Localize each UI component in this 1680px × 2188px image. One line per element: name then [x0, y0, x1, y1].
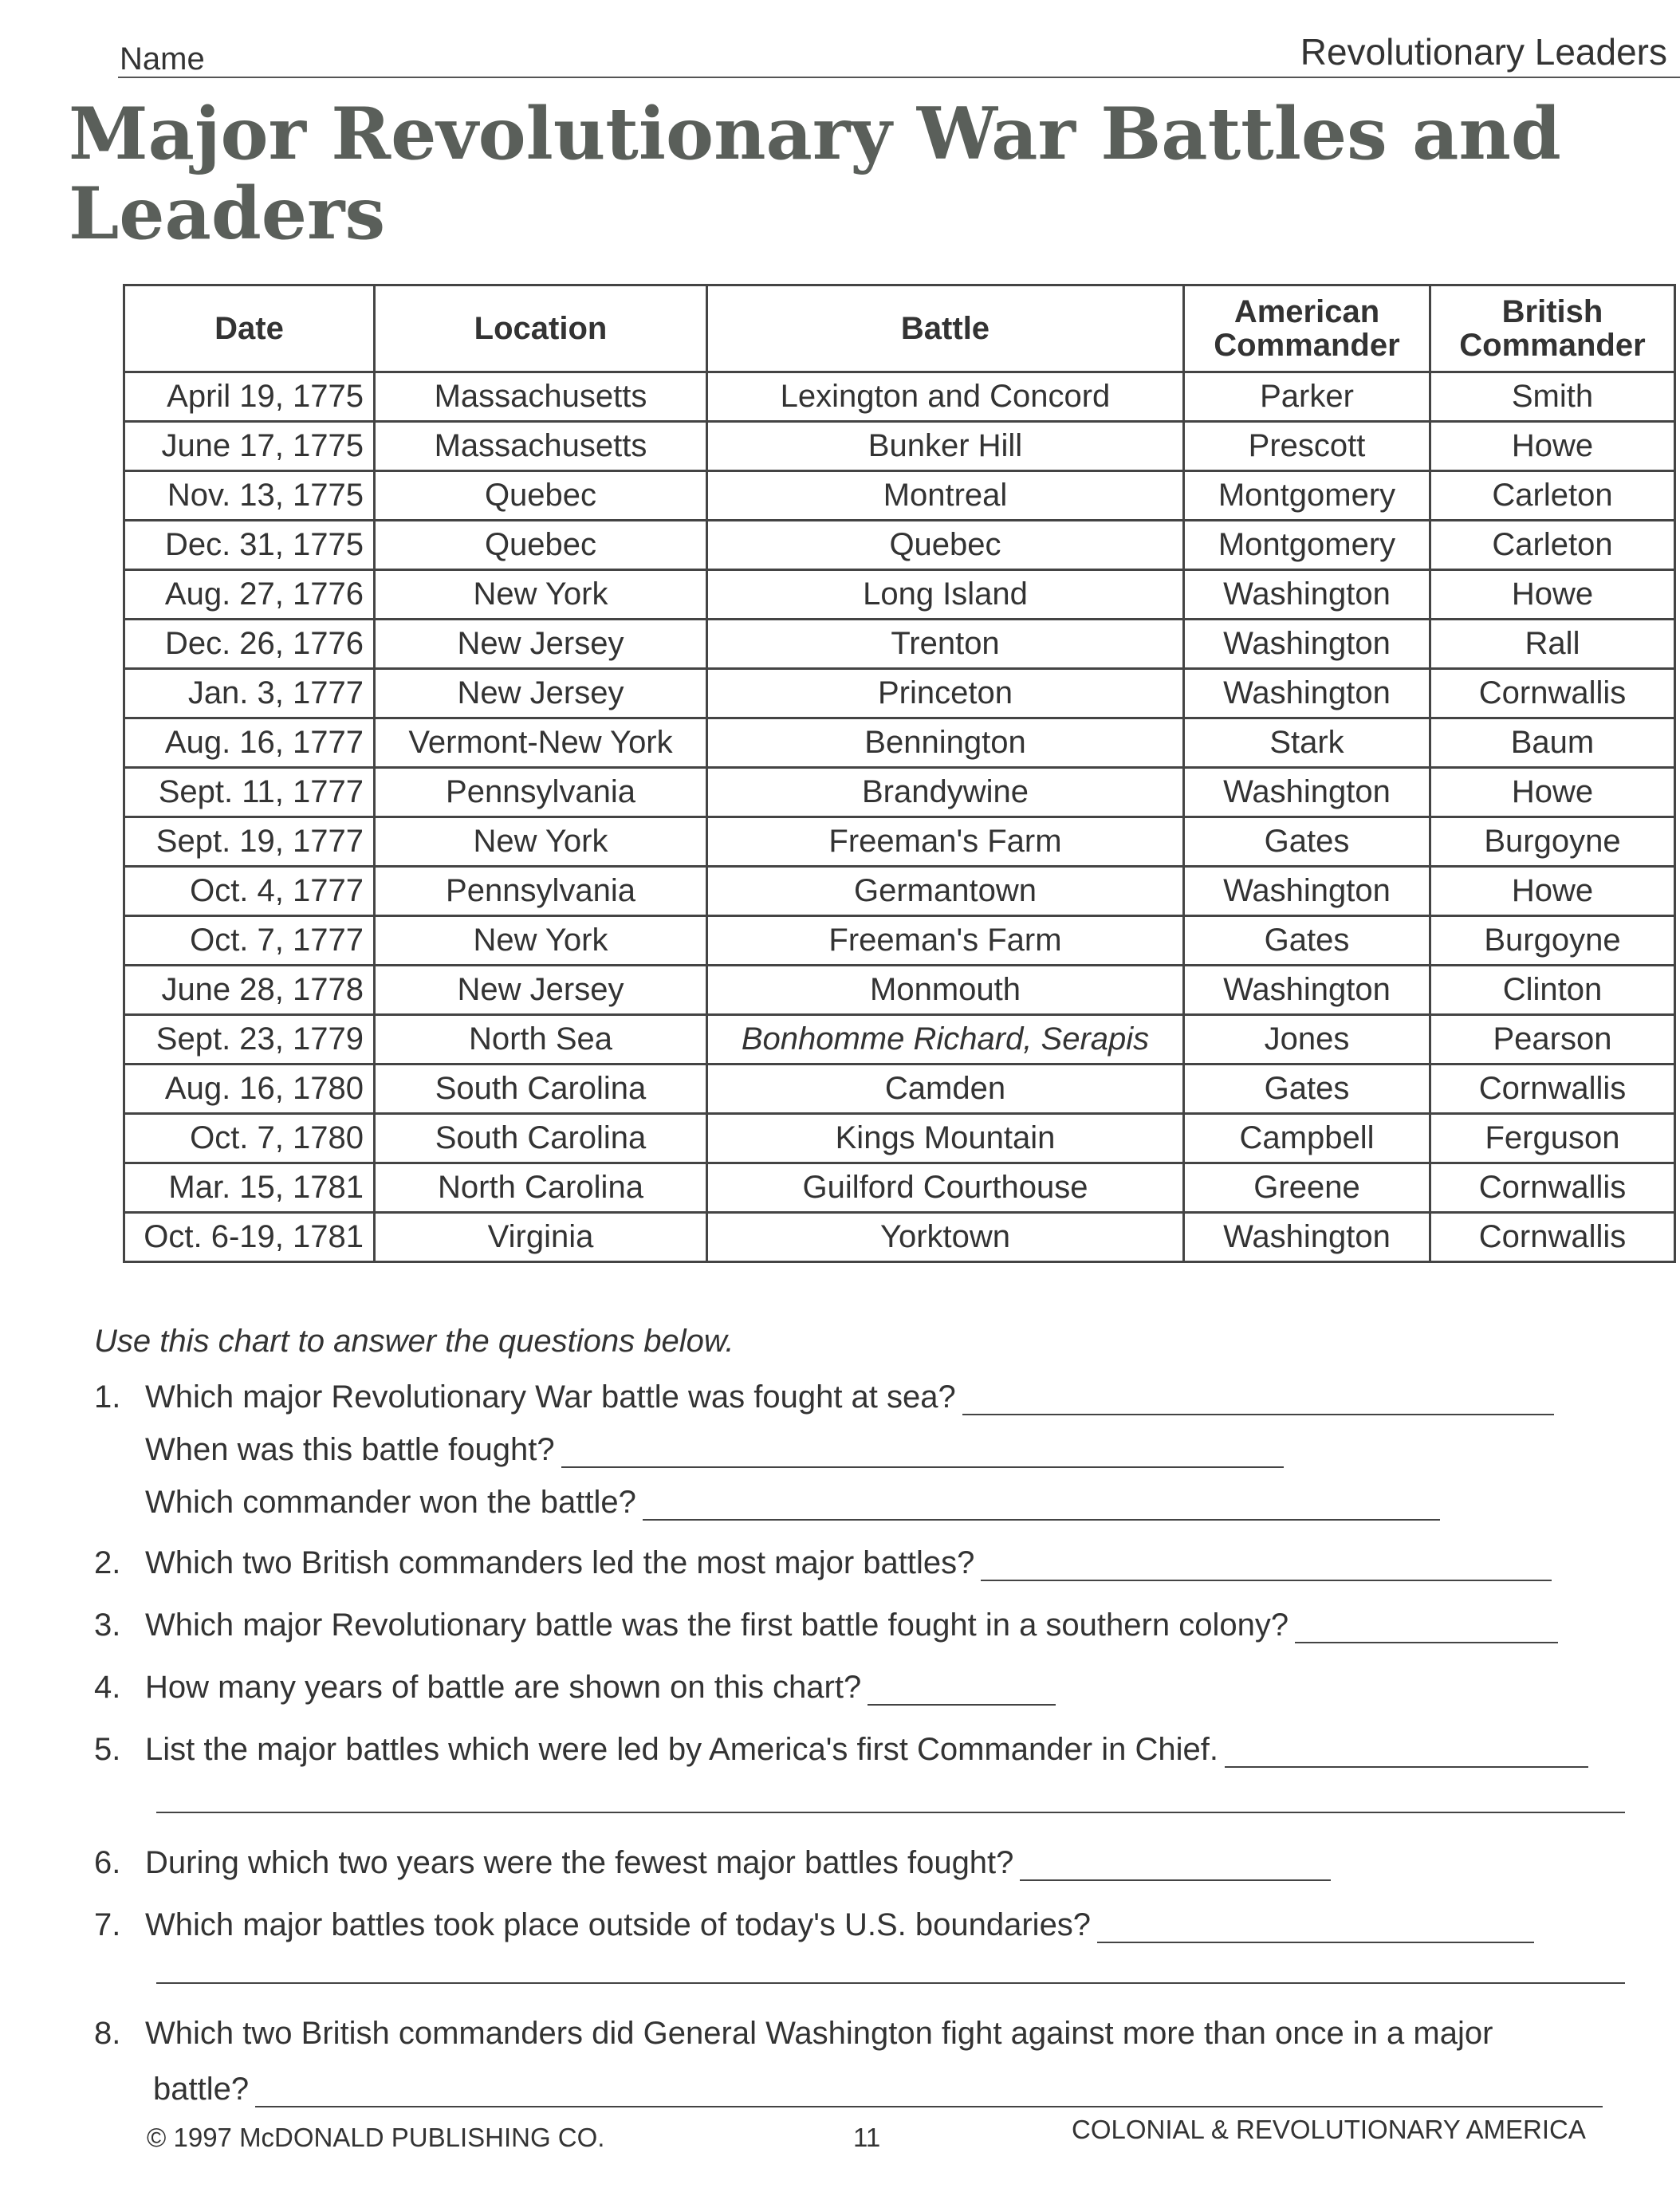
question-number: 2. — [94, 1545, 121, 1580]
question-number: 5. — [94, 1732, 121, 1767]
battle-cell: Kings Mountain — [707, 1114, 1184, 1163]
date-cell: Nov. 13, 1775 — [124, 471, 375, 521]
british-commander-cell: Howe — [1430, 867, 1675, 916]
location-cell: Pennsylvania — [375, 768, 707, 817]
date-cell: Aug. 16, 1777 — [124, 718, 375, 768]
question-text: When was this battle fought? — [145, 1432, 555, 1467]
date-cell: April 19, 1775 — [124, 372, 375, 422]
british-commander-cell: Cornwallis — [1430, 1213, 1675, 1262]
american-commander-cell: Washington — [1184, 620, 1430, 669]
answer-blank[interactable] — [1295, 1618, 1558, 1643]
question-number: 1. — [94, 1379, 121, 1415]
battle-cell: Montreal — [707, 471, 1184, 521]
answer-blank[interactable] — [1097, 1918, 1534, 1943]
question-text: Which major Revolutionary War battle was fought at sea? — [145, 1379, 956, 1415]
british-commander-cell: Cornwallis — [1430, 1064, 1675, 1114]
table-row — [124, 372, 1675, 422]
table-row — [124, 867, 1675, 916]
british-commander-cell: Burgoyne — [1430, 817, 1675, 867]
location-cell: South Carolina — [375, 1114, 707, 1163]
question-text: Which two British commanders did General Washington fight against more than once in a major — [145, 2016, 1493, 2051]
copyright-footer: © 1997 McDONALD PUBLISHING CO. — [147, 2123, 605, 2152]
question-8 — [94, 2016, 1493, 2052]
british-commander-cell: Cornwallis — [1430, 669, 1675, 718]
date-cell: Oct. 6-19, 1781 — [124, 1213, 375, 1262]
location-cell: New York — [375, 916, 707, 966]
date-cell: Jan. 3, 1777 — [124, 669, 375, 718]
name-label: Name — [120, 41, 205, 77]
location-cell: New York — [375, 817, 707, 867]
american-commander-cell: Jones — [1184, 1015, 1430, 1064]
table-row — [124, 1114, 1675, 1163]
location-cell: Quebec — [375, 521, 707, 570]
british-commander-cell: Rall — [1430, 620, 1675, 669]
battle-cell: Yorktown — [707, 1213, 1184, 1262]
question-number: 8. — [94, 2016, 121, 2051]
series-footer: COLONIAL & REVOLUTIONARY AMERICA — [1072, 2115, 1586, 2144]
date-cell: Aug. 16, 1780 — [124, 1064, 375, 1114]
table-header-row — [124, 285, 1675, 372]
column-header-location: Location — [375, 285, 707, 372]
table-row — [124, 1064, 1675, 1114]
british-commander-cell: Howe — [1430, 570, 1675, 620]
question-8b — [153, 2072, 1603, 2107]
answer-blank[interactable] — [643, 1495, 1440, 1521]
table-row — [124, 570, 1675, 620]
location-cell: Massachusetts — [375, 422, 707, 471]
battle-cell: Germantown — [707, 867, 1184, 916]
american-commander-cell: Montgomery — [1184, 471, 1430, 521]
date-cell: Dec. 31, 1775 — [124, 521, 375, 570]
american-commander-cell: Greene — [1184, 1163, 1430, 1213]
american-commander-cell: Gates — [1184, 817, 1430, 867]
date-cell: Mar. 15, 1781 — [124, 1163, 375, 1213]
table-row — [124, 1213, 1675, 1262]
location-cell: Vermont-New York — [375, 718, 707, 768]
page-title: Major Revolutionary War Battles and Leaders — [69, 92, 1561, 256]
table-row — [124, 966, 1675, 1015]
location-cell: New Jersey — [375, 620, 707, 669]
location-cell: South Carolina — [375, 1064, 707, 1114]
page-number: 11 — [853, 2123, 881, 2152]
answer-blank[interactable] — [868, 1680, 1056, 1706]
battle-cell: Guilford Courthouse — [707, 1163, 1184, 1213]
location-cell: North Carolina — [375, 1163, 707, 1213]
table-row — [124, 521, 1675, 570]
answer-blank[interactable] — [981, 1556, 1552, 1581]
american-commander-cell: Washington — [1184, 570, 1430, 620]
table-row — [124, 768, 1675, 817]
location-cell: Massachusetts — [375, 372, 707, 422]
date-cell: June 28, 1778 — [124, 966, 375, 1015]
table-row — [124, 669, 1675, 718]
american-commander-cell: Montgomery — [1184, 521, 1430, 570]
question-number: 3. — [94, 1608, 121, 1643]
british-commander-cell: Baum — [1430, 718, 1675, 768]
question-text: Which major Revolutionary battle was the first battle fought in a southern colony? — [145, 1608, 1289, 1643]
table-row — [124, 916, 1675, 966]
question-number: 7. — [94, 1907, 121, 1942]
question-1c — [145, 1485, 1440, 1521]
location-cell: Quebec — [375, 471, 707, 521]
american-commander-cell: Washington — [1184, 669, 1430, 718]
question-text: Which two British commanders led the most major battles? — [145, 1545, 975, 1580]
instructions: Use this chart to answer the questions below. — [94, 1324, 734, 1359]
table-row — [124, 471, 1675, 521]
british-commander-cell: Howe — [1430, 422, 1675, 471]
table-row — [124, 1015, 1675, 1064]
question-4 — [94, 1670, 1056, 1706]
date-cell: Sept. 19, 1777 — [124, 817, 375, 867]
american-commander-cell: Gates — [1184, 916, 1430, 966]
location-cell: New York — [375, 570, 707, 620]
question-2 — [94, 1545, 1552, 1581]
american-commander-cell: Gates — [1184, 1064, 1430, 1114]
answer-blank-line[interactable] — [156, 1982, 1625, 1984]
battle-cell: Freeman's Farm — [707, 916, 1184, 966]
question-3 — [94, 1608, 1558, 1643]
table-row — [124, 817, 1675, 867]
battle-cell: Bonhomme Richard, Serapis — [707, 1015, 1184, 1064]
american-commander-cell: Parker — [1184, 372, 1430, 422]
table-row — [124, 620, 1675, 669]
location-cell: Virginia — [375, 1213, 707, 1262]
battle-cell: Freeman's Farm — [707, 817, 1184, 867]
british-commander-cell: Carleton — [1430, 471, 1675, 521]
date-cell: Oct. 7, 1777 — [124, 916, 375, 966]
date-cell: June 17, 1775 — [124, 422, 375, 471]
topic-label: Revolutionary Leaders — [1300, 31, 1667, 73]
british-commander-cell: Pearson — [1430, 1015, 1675, 1064]
answer-blank[interactable] — [561, 1442, 1284, 1468]
battle-cell: Monmouth — [707, 966, 1184, 1015]
date-cell: Oct. 4, 1777 — [124, 867, 375, 916]
battle-cell: Bunker Hill — [707, 422, 1184, 471]
header-rule — [118, 77, 1680, 78]
question-text: Which commander won the battle? — [145, 1485, 636, 1520]
table-body — [124, 372, 1675, 1262]
answer-blank[interactable] — [962, 1390, 1554, 1415]
date-cell: Aug. 27, 1776 — [124, 570, 375, 620]
table-row — [124, 718, 1675, 768]
battle-cell: Quebec — [707, 521, 1184, 570]
question-text: Which major battles took place outside of today's U.S. boundaries? — [145, 1907, 1092, 1942]
column-header-battle: Battle — [707, 285, 1184, 372]
battles-table — [123, 284, 1676, 1263]
battle-cell: Camden — [707, 1064, 1184, 1114]
date-cell: Oct. 7, 1780 — [124, 1114, 375, 1163]
question-number: 4. — [94, 1670, 121, 1705]
american-commander-cell: Campbell — [1184, 1114, 1430, 1163]
question-7 — [94, 1907, 1534, 1943]
answer-blank[interactable] — [1020, 1855, 1331, 1881]
american-commander-cell: Washington — [1184, 867, 1430, 916]
british-commander-cell: Smith — [1430, 372, 1675, 422]
british-commander-cell: Ferguson — [1430, 1114, 1675, 1163]
battle-cell: Lexington and Concord — [707, 372, 1184, 422]
column-header-date: Date — [124, 285, 375, 372]
date-cell: Sept. 23, 1779 — [124, 1015, 375, 1064]
battle-cell: Trenton — [707, 620, 1184, 669]
british-commander-cell: Clinton — [1430, 966, 1675, 1015]
battle-cell: Princeton — [707, 669, 1184, 718]
answer-blank[interactable] — [255, 2082, 1603, 2107]
american-commander-cell: Prescott — [1184, 422, 1430, 471]
location-cell: Pennsylvania — [375, 867, 707, 916]
table-row — [124, 1163, 1675, 1213]
battle-cell: Brandywine — [707, 768, 1184, 817]
battle-cell: Long Island — [707, 570, 1184, 620]
british-commander-cell: Carleton — [1430, 521, 1675, 570]
location-cell: North Sea — [375, 1015, 707, 1064]
question-text: List the major battles which were led by America's first Commander in Chief. — [145, 1732, 1218, 1767]
answer-blank-line[interactable] — [156, 1812, 1625, 1813]
location-cell: New Jersey — [375, 966, 707, 1015]
american-commander-cell: Washington — [1184, 1213, 1430, 1262]
location-cell: New Jersey — [375, 669, 707, 718]
answer-blank[interactable] — [1225, 1742, 1588, 1768]
american-commander-cell: Stark — [1184, 718, 1430, 768]
question-1 — [94, 1379, 1554, 1415]
british-commander-cell: Cornwallis — [1430, 1163, 1675, 1213]
question-6 — [94, 1845, 1331, 1881]
column-header-american-commander: American Commander — [1184, 285, 1430, 372]
date-cell: Dec. 26, 1776 — [124, 620, 375, 669]
question-1b — [145, 1432, 1284, 1468]
battle-cell: Bennington — [707, 718, 1184, 768]
date-cell: Sept. 11, 1777 — [124, 768, 375, 817]
table-row — [124, 422, 1675, 471]
american-commander-cell: Washington — [1184, 768, 1430, 817]
british-commander-cell: Burgoyne — [1430, 916, 1675, 966]
question-text: During which two years were the fewest major battles fought? — [145, 1845, 1014, 1880]
question-text: How many years of battle are shown on this chart? — [145, 1670, 862, 1705]
question-text: battle? — [153, 2072, 250, 2107]
column-header-british-commander: British Commander — [1430, 285, 1675, 372]
question-number: 6. — [94, 1845, 121, 1880]
american-commander-cell: Washington — [1184, 966, 1430, 1015]
british-commander-cell: Howe — [1430, 768, 1675, 817]
question-5 — [94, 1732, 1588, 1768]
